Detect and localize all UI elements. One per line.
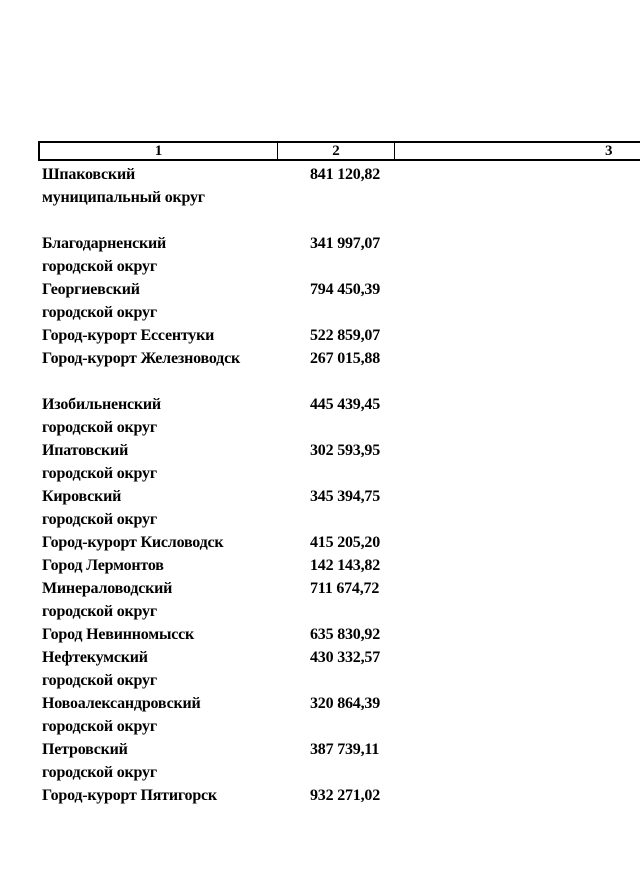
municipality-name-line: Кировский (42, 488, 122, 505)
municipality-name-line: Город-курорт Ессентуки (42, 327, 215, 344)
municipality-name (42, 163, 310, 209)
municipality-name (42, 324, 310, 347)
amount-value: 302 593,95 (310, 442, 381, 459)
municipality-name-line: Новоалександровский (42, 695, 201, 712)
amount-value: 522 859,07 (310, 327, 381, 344)
municipality-name-line: городской округ (42, 603, 157, 620)
municipality-name-line: городской округ (42, 764, 157, 781)
municipality-name (42, 439, 310, 485)
municipality-name-line: Минераловодский (42, 580, 173, 597)
municipality-name (42, 623, 310, 646)
municipality-name (42, 784, 310, 807)
municipality-name (42, 554, 310, 577)
column-header-3: 3 (605, 142, 613, 159)
table-row (42, 623, 602, 646)
table-row (42, 577, 602, 623)
amount-value: 320 864,39 (310, 695, 381, 712)
table-row (42, 278, 602, 324)
municipality-name-line: городской округ (42, 465, 157, 482)
amount-value: 341 997,07 (310, 235, 381, 252)
table-row (42, 232, 602, 278)
amount-value: 345 394,75 (310, 488, 381, 505)
municipality-name (42, 347, 310, 370)
table-row (42, 163, 602, 209)
column-header-2: 2 (278, 143, 395, 159)
municipality-name-line: Ипатовский (42, 442, 129, 459)
amount-value: 841 120,82 (310, 166, 381, 183)
amount-value: 415 205,20 (310, 534, 381, 551)
municipality-name (42, 577, 310, 623)
table-row (42, 738, 602, 784)
municipality-name-line: городской округ (42, 672, 157, 689)
amount-value: 142 143,82 (310, 557, 381, 574)
row-spacer (42, 209, 602, 232)
column-header-1: 1 (40, 143, 278, 159)
amount-value: 445 439,45 (310, 396, 381, 413)
municipality-name (42, 692, 310, 738)
municipality-name-line: Город-курорт Кисловодск (42, 534, 224, 551)
municipality-name (42, 646, 310, 692)
municipality-name-line: Город Лермонтов (42, 557, 164, 574)
municipality-name (42, 232, 310, 278)
table-row (42, 439, 602, 485)
table-row (42, 531, 602, 554)
municipality-name-line: Нефтекумский (42, 649, 148, 666)
municipality-name-line: городской округ (42, 258, 157, 275)
municipality-name (42, 485, 310, 531)
municipality-name-line: Город-курорт Пятигорск (42, 787, 217, 804)
municipality-name-line: Георгиевский (42, 281, 140, 298)
amount-value: 267 015,88 (310, 350, 381, 367)
table-row (42, 784, 602, 807)
municipality-name (42, 393, 310, 439)
row-spacer (42, 370, 602, 393)
table-row (42, 347, 602, 370)
amount-value: 794 450,39 (310, 281, 381, 298)
municipality-name-line: городской округ (42, 419, 157, 436)
table-row (42, 692, 602, 738)
municipality-name-line: Шпаковский (42, 166, 135, 183)
table-row (42, 485, 602, 531)
municipality-name-line: городской округ (42, 511, 157, 528)
table-body (42, 163, 602, 807)
amount-value: 387 739,11 (310, 741, 380, 758)
municipality-name-line: муниципальный округ (42, 189, 205, 206)
table-row (42, 554, 602, 577)
municipality-name (42, 278, 310, 324)
amount-value: 430 332,57 (310, 649, 381, 666)
municipality-name-line: Благодарненский (42, 235, 167, 252)
municipality-name-line: городской округ (42, 304, 157, 321)
table-row (42, 646, 602, 692)
table-row (42, 393, 602, 439)
table-header-row (38, 141, 640, 161)
municipality-name (42, 531, 310, 554)
amount-value: 932 271,02 (310, 787, 381, 804)
amount-value: 711 674,72 (310, 580, 380, 597)
municipality-name-line: Город-курорт Железноводск (42, 350, 240, 367)
amount-value: 635 830,92 (310, 626, 381, 643)
municipality-name (42, 738, 310, 784)
municipality-name-line: Город Невинномысск (42, 626, 195, 643)
municipality-name-line: Петровский (42, 741, 128, 758)
municipality-name-line: Изобильненский (42, 396, 161, 413)
municipality-name-line: городской округ (42, 718, 157, 735)
table-row (42, 324, 602, 347)
